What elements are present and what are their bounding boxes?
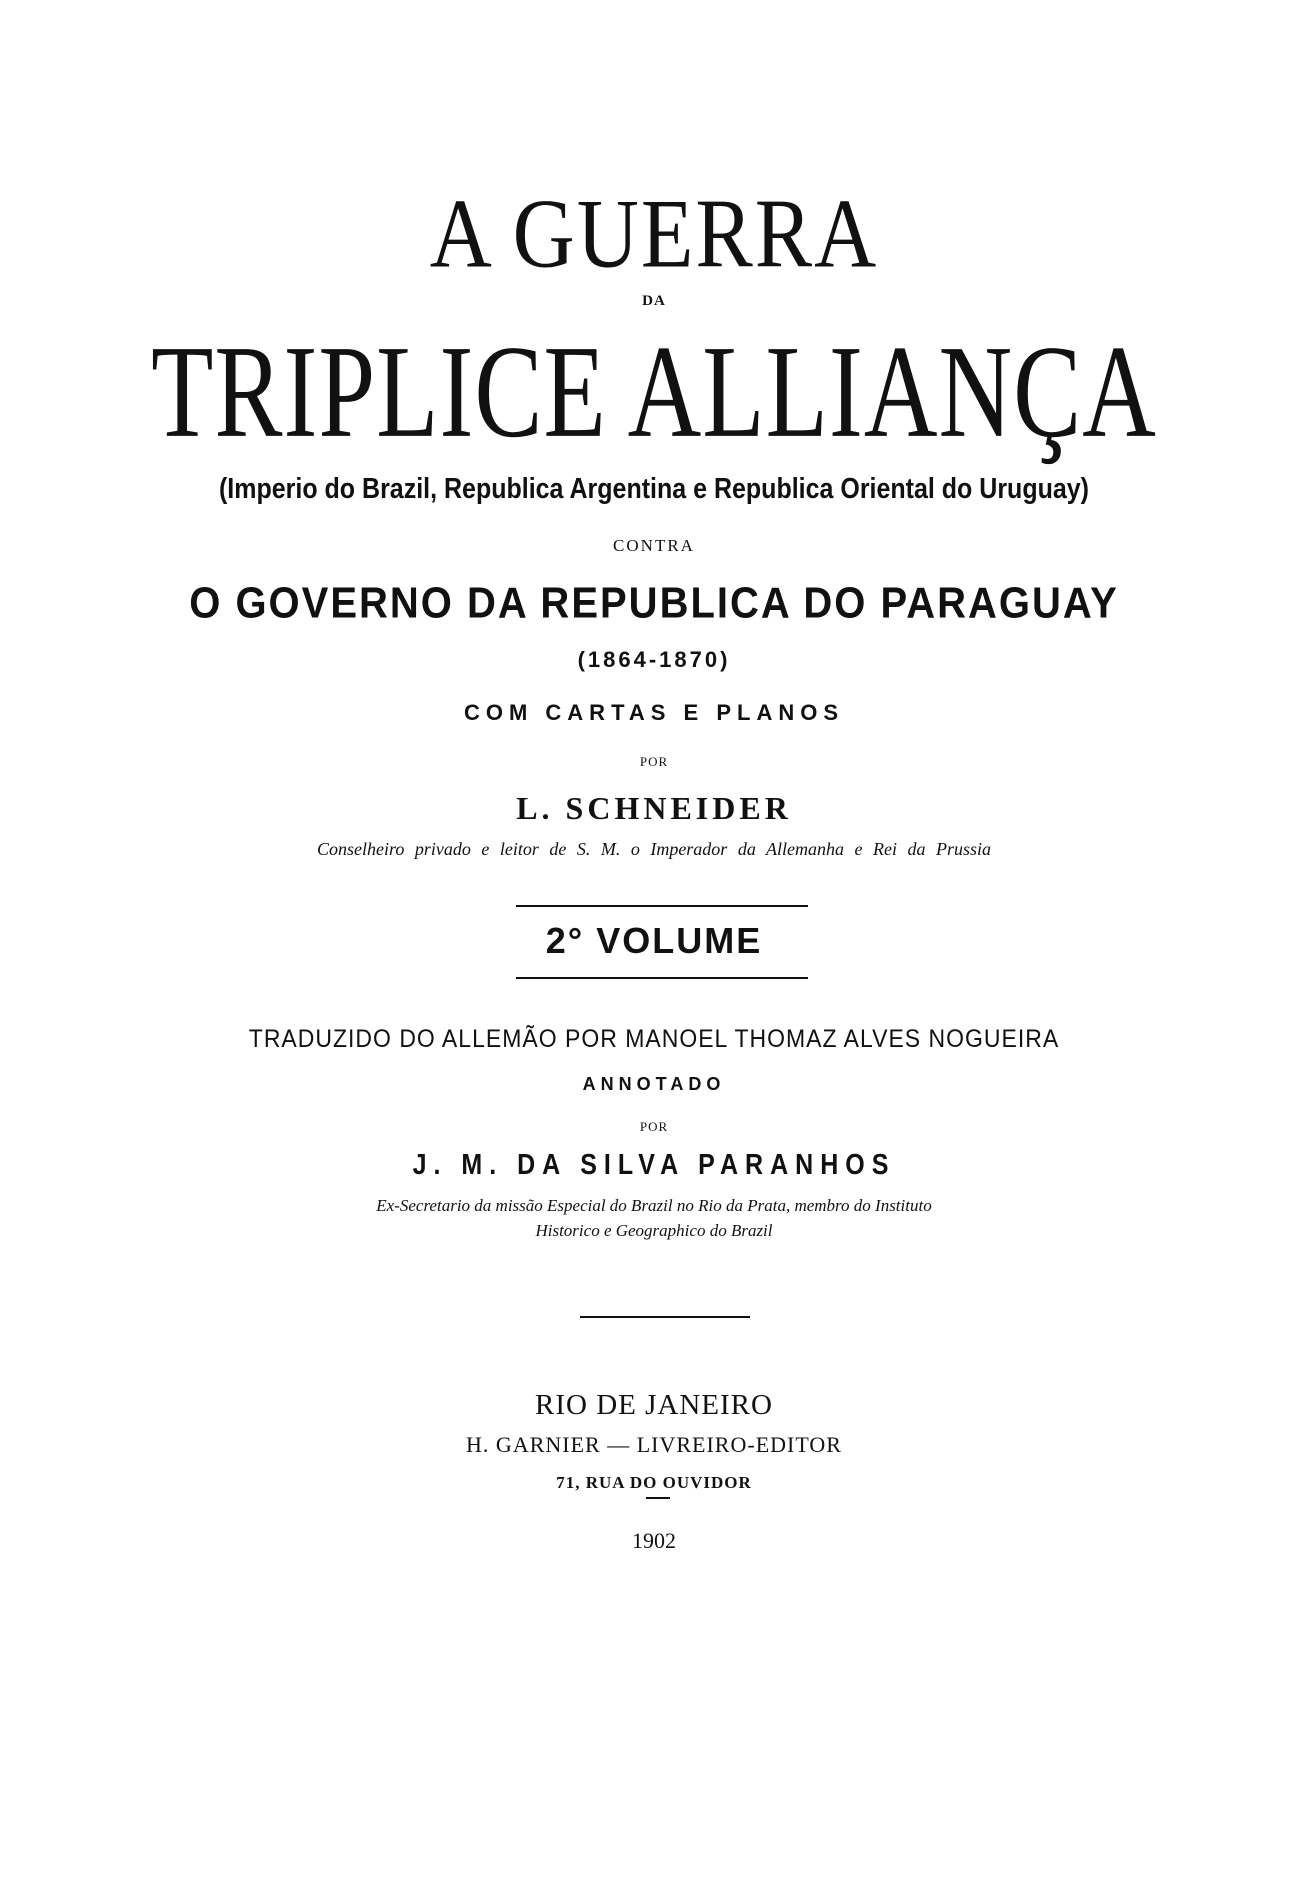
cartas-e-planos: COM CARTAS E PLANOS [463, 700, 845, 725]
title-governo-paraguay: O GOVERNO DA REPUBLICA DO PARAGUAY [189, 578, 1119, 628]
annotator-name: J. M. DA SILVA PARANHOS [412, 1148, 896, 1182]
word-por-annotator: POR [639, 1119, 669, 1134]
rule-below-volume [516, 977, 808, 979]
author-title: Conselheiro privado e leitor de S. M. o Imperador da Allemanha e Rei da Prussia [317, 839, 991, 859]
annotator-title-line-2: Historico e Geographico do Brazil [535, 1221, 773, 1240]
rule-above-volume [516, 905, 808, 907]
author-name: L. SCHNEIDER [516, 790, 792, 826]
title-da: DA [642, 293, 666, 309]
imprint-publisher: H. GARNIER — LIVREIRO-EDITOR [466, 1432, 842, 1457]
annotator-title-line-1: Ex-Secretario da missão Especial do Brazil no Rio da Prata, membro do Instituto [376, 1196, 932, 1215]
word-por-author: POR [639, 754, 669, 769]
title-a-guerra: A GUERRA [429, 177, 879, 289]
imprint-city: RIO DE JANEIRO [535, 1389, 773, 1421]
imprint-year: 1902 [632, 1528, 676, 1553]
rule-short-dash [646, 1497, 670, 1499]
title-triplice-allianca: TRIPLICE ALLIANÇA [151, 318, 1157, 466]
translator-line: TRADUZIDO DO ALLEMÃO POR MANOEL THOMAZ ALVES NOGUEIRA [248, 1023, 1060, 1053]
volume-label: 2° VOLUME [545, 920, 763, 961]
imprint-address: 71, RUA DO OUVIDOR [556, 1473, 752, 1492]
subtitle-imperio: (Imperio do Brazil, Republica Argentina e Republica Oriental do Uruguay) [218, 472, 1090, 506]
rule-above-imprint [580, 1316, 750, 1318]
years-range: (1864-1870) [577, 647, 731, 672]
annotado-label: ANNOTADO [582, 1074, 726, 1094]
word-contra: CONTRA [613, 536, 695, 555]
